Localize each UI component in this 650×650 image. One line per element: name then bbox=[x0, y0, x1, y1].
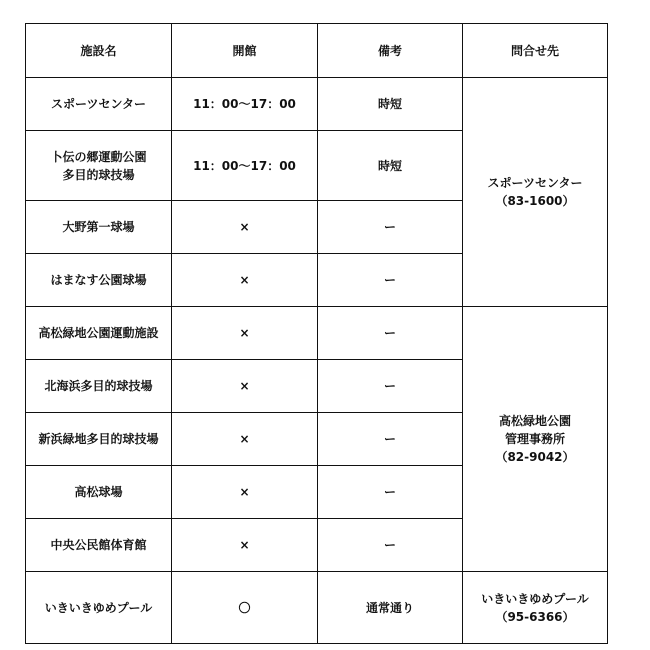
remarks-cell: 時短 bbox=[318, 78, 463, 131]
table-row bbox=[26, 572, 608, 644]
contact-line: 高松緑地公園 bbox=[498, 414, 571, 428]
opening-cell: × bbox=[172, 201, 318, 254]
facility-name-line: 卜伝の郷運動公園 bbox=[50, 149, 147, 164]
facility-name-cell: はまなす公園球場 bbox=[26, 254, 172, 307]
remarks-cell: ー bbox=[318, 519, 463, 572]
remarks-cell: ー bbox=[318, 307, 463, 360]
remarks-cell: 時短 bbox=[318, 131, 463, 201]
contact-phone: （83-1600） bbox=[495, 194, 575, 208]
facility-status-table bbox=[25, 23, 608, 644]
facility-name-cell: 高松緑地公園運動施設 bbox=[26, 307, 172, 360]
opening-cell: × bbox=[172, 360, 318, 413]
remarks-cell: ー bbox=[318, 201, 463, 254]
contact-cell-pool bbox=[463, 572, 608, 644]
facility-name-cell: スポーツセンター bbox=[26, 78, 172, 131]
header-facility-name: 施設名 bbox=[26, 24, 172, 78]
facility-name-cell: 大野第一球場 bbox=[26, 201, 172, 254]
facility-name-cell bbox=[26, 131, 172, 201]
contact-cell-takamatsu-park bbox=[463, 307, 608, 572]
remarks-cell: ー bbox=[318, 466, 463, 519]
table-row bbox=[26, 78, 608, 131]
facility-name-cell: 中央公民館体育館 bbox=[26, 519, 172, 572]
contact-phone: （95-6366） bbox=[495, 609, 575, 624]
header-contact: 問合せ先 bbox=[463, 24, 608, 78]
facility-name-cell: 新浜緑地多目的球技場 bbox=[26, 413, 172, 466]
opening-cell: 〇 bbox=[172, 572, 318, 644]
opening-cell: × bbox=[172, 413, 318, 466]
opening-cell: × bbox=[172, 254, 318, 307]
opening-cell: 11：00〜17：00 bbox=[172, 131, 318, 201]
opening-cell: × bbox=[172, 519, 318, 572]
remarks-cell: ー bbox=[318, 360, 463, 413]
remarks-cell: ー bbox=[318, 254, 463, 307]
header-opening: 開館 bbox=[172, 24, 318, 78]
contact-phone: （82-9042） bbox=[495, 450, 575, 464]
facility-name-line: 多目的球技場 bbox=[62, 167, 135, 182]
contact-line: 管理事務所 bbox=[504, 432, 565, 446]
remarks-cell: ー bbox=[318, 413, 463, 466]
opening-cell: × bbox=[172, 466, 318, 519]
table-row bbox=[26, 307, 608, 360]
contact-line: いきいきゆめプール bbox=[481, 591, 589, 606]
contact-cell-sports-center bbox=[463, 78, 608, 307]
contact-line: スポーツセンター bbox=[487, 176, 583, 190]
facility-name-cell: いきいきゆめプール bbox=[26, 572, 172, 644]
header-remarks: 備考 bbox=[318, 24, 463, 78]
facility-name-cell: 高松球場 bbox=[26, 466, 172, 519]
opening-cell: 11：00〜17：00 bbox=[172, 78, 318, 131]
remarks-cell: 通常通り bbox=[318, 572, 463, 644]
facility-name-cell: 北海浜多目的球技場 bbox=[26, 360, 172, 413]
table-header-row bbox=[26, 24, 608, 78]
opening-cell: × bbox=[172, 307, 318, 360]
